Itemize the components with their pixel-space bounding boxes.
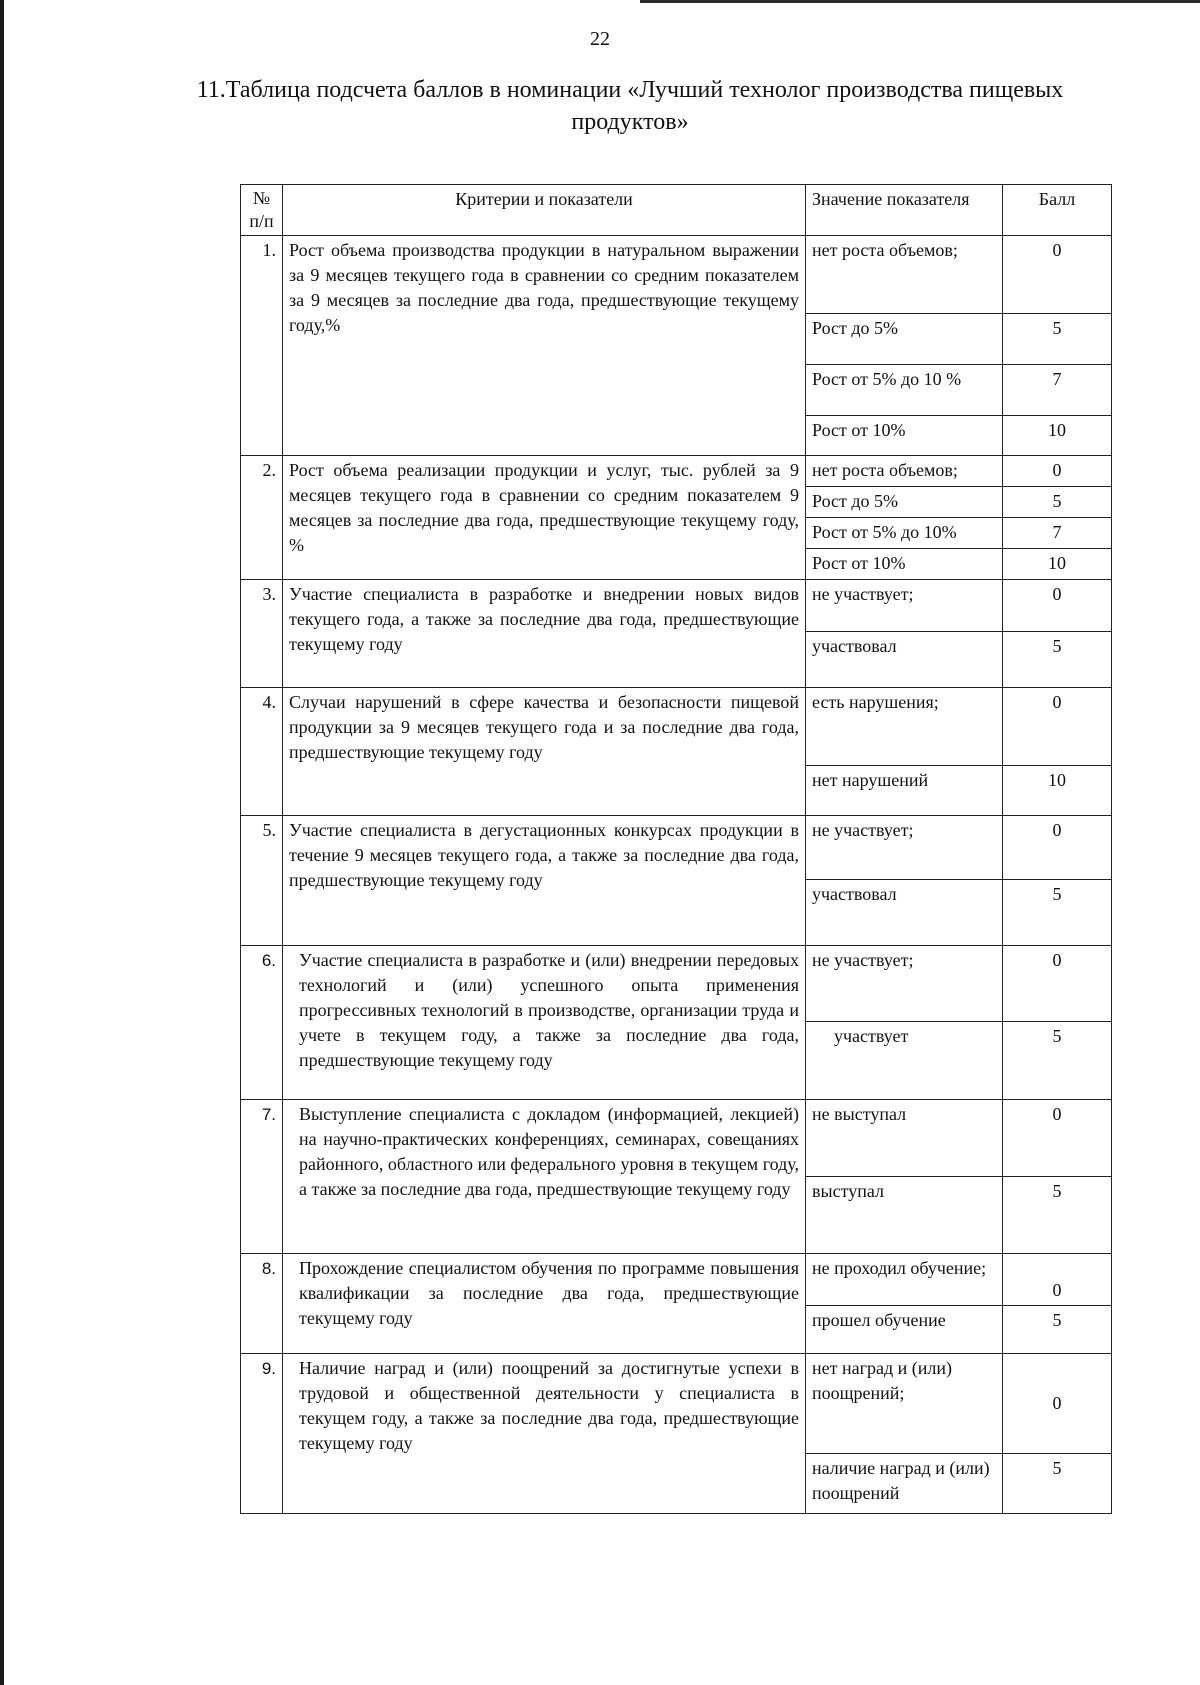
value-cell: выступал (806, 1177, 1003, 1254)
page-number: 22 (590, 28, 610, 50)
row-number: 2. (241, 456, 283, 580)
value-cell: Рост от 5% до 10% (806, 518, 1003, 549)
table-row (241, 236, 1112, 314)
criteria-cell: Рост объема реализации продукции и услуг, тыс. рублей за 9 месяцев текущего года в сравнении со средним показателем 9 месяцев за последние два года, предшествующие текущему году, % (283, 456, 806, 580)
value-cell: Рост до 5% (806, 487, 1003, 518)
value-cell: участвовал (806, 632, 1003, 688)
score-cell: 0 (1003, 456, 1112, 487)
score-cell: 5 (1003, 632, 1112, 688)
score-cell: 0 (1003, 1254, 1112, 1306)
score-cell: 10 (1003, 416, 1112, 456)
score-cell: 0 (1003, 688, 1112, 766)
value-cell: не проходил обучение; (806, 1254, 1003, 1306)
criteria-cell: Участие специалиста в разработке и внедрении новых видов текущего года, а также за последние два года, предшествующие текущему году (283, 580, 806, 688)
value-cell: не участвует; (806, 580, 1003, 632)
criteria-cell: Выступление специалиста с докладом (информацией, лекцией) на научно-практических конференциях, семинарах, совещаниях районного, областного или федерального уровня в текущем году, а также за последние два года, предшествующие текущему году (283, 1100, 806, 1254)
score-cell: 0 (1003, 946, 1112, 1022)
row-number: 3. (241, 580, 283, 688)
score-cell: 5 (1003, 1177, 1112, 1254)
criteria-cell: Прохождение специалистом обучения по программе повышения квалификации за последние два года, предшествующие текущему году (283, 1254, 806, 1354)
row-number: 5. (241, 816, 283, 946)
header-number: № п/п (241, 185, 283, 236)
table-row (241, 688, 1112, 766)
value-cell: Рост от 10% (806, 549, 1003, 580)
value-cell: Рост до 5% (806, 314, 1003, 365)
criteria-cell: Участие специалиста в разработке и (или) внедрении передовых технологий и (или) успешного опыта применения прогрессивных технологий в производстве, организации труда и учете в текущем году, а также за последние два года, предшествующие текущему году (283, 946, 806, 1100)
row-number: 4. (241, 688, 283, 816)
value-cell: не выступал (806, 1100, 1003, 1177)
value-cell: нет нарушений (806, 766, 1003, 816)
row-number: 9. (241, 1354, 283, 1514)
score-cell: 7 (1003, 365, 1112, 416)
value-cell: нет роста объемов; (806, 236, 1003, 314)
table-row (241, 1254, 1112, 1306)
header-value: Значение показателя (806, 185, 1003, 236)
value-cell: не участвует; (806, 946, 1003, 1022)
table-row (241, 946, 1112, 1022)
value-cell: участвует (806, 1022, 1003, 1100)
header-criteria: Критерии и показатели (283, 185, 806, 236)
row-number: 7. (241, 1100, 283, 1254)
value-cell: прошел обучение (806, 1306, 1003, 1354)
score-cell: 0 (1003, 236, 1112, 314)
table-row (241, 816, 1112, 880)
table-header-row (241, 185, 1112, 236)
criteria-cell: Участие специалиста в дегустационных конкурсах продукции в течение 9 месяцев текущего года, а также за последние два года, предшествующие текущему году (283, 816, 806, 946)
score-cell: 10 (1003, 549, 1112, 580)
score-cell: 0 (1003, 816, 1112, 880)
row-number: 8. (241, 1254, 283, 1354)
score-cell: 10 (1003, 766, 1112, 816)
score-cell: 5 (1003, 1022, 1112, 1100)
value-cell: наличие наград и (или) поощрений (806, 1454, 1003, 1514)
scan-edge-top (640, 0, 1200, 3)
row-number: 1. (241, 236, 283, 456)
value-cell: Рост от 5% до 10 % (806, 365, 1003, 416)
score-cell: 5 (1003, 880, 1112, 946)
score-cell: 0 (1003, 580, 1112, 632)
table-row (241, 1354, 1112, 1454)
table-row (241, 456, 1112, 487)
table-row (241, 1100, 1112, 1177)
score-cell: 5 (1003, 1306, 1112, 1354)
scoring-table (240, 184, 1112, 1514)
value-cell: не участвует; (806, 816, 1003, 880)
score-cell: 0 (1003, 1100, 1112, 1177)
score-cell: 7 (1003, 518, 1112, 549)
criteria-cell: Наличие наград и (или) поощрений за достигнутые успехи в трудовой и общественной деятельности у специалиста в текущем году, а также за последние два года, предшествующие текущему году (283, 1354, 806, 1514)
value-cell: участвовал (806, 880, 1003, 946)
value-cell: есть нарушения; (806, 688, 1003, 766)
value-cell: нет роста объемов; (806, 456, 1003, 487)
document-title: 11.Таблица подсчета баллов в номинации «Лучший технолог производства пищевых продуктов» (196, 77, 1064, 135)
score-cell: 5 (1003, 487, 1112, 518)
row-number: 6. (241, 946, 283, 1100)
table-row (241, 580, 1112, 632)
score-cell: 0 (1003, 1354, 1112, 1454)
criteria-cell: Рост объема производства продукции в натуральном выражении за 9 месяцев текущего года в сравнении со средним показателем за 9 месяцев за последние два года, предшествующие текущему году,% (283, 236, 806, 456)
score-cell: 5 (1003, 1454, 1112, 1514)
header-score: Балл (1003, 185, 1112, 236)
scan-edge-left (0, 0, 4, 1685)
value-cell: нет наград и (или) поощрений; (806, 1354, 1003, 1454)
criteria-cell: Случаи нарушений в сфере качества и безопасности пищевой продукции за 9 месяцев текущего года и за последние два года, предшествующие текущему году (283, 688, 806, 816)
score-cell: 5 (1003, 314, 1112, 365)
value-cell: Рост от 10% (806, 416, 1003, 456)
